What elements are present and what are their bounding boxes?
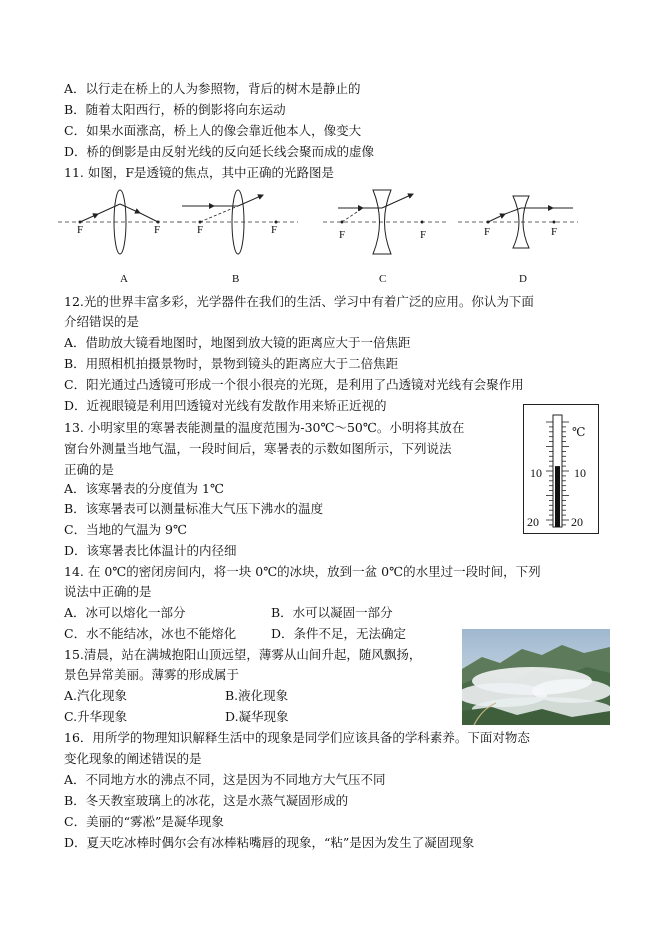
thermometer-tick-label-10-right: 10 <box>574 466 586 480</box>
q13-option-c: C．当地的气温为 9℃ <box>64 522 187 537</box>
q11-diagram-b <box>178 190 298 254</box>
q11-figure-label-c: C <box>379 273 387 285</box>
q11-diagram-a <box>58 190 183 254</box>
thermometer-unit-label: ℃ <box>572 425 586 439</box>
q11-focus-label: F <box>271 224 278 236</box>
q13-option-b: B．该寒暑表可以测量标准大气压下沸水的温度 <box>64 501 324 516</box>
q15-stem-line2: 景色异常美丽。薄雾的形成属于 <box>64 667 240 682</box>
q11-figure-label-b: B <box>232 273 240 285</box>
q10-option-a: A．以行走在桥上的人为参照物，背后的树木是静止的 <box>64 81 361 96</box>
q12-option-c: C．阳光通过凸透镜可形成一个很小很亮的光斑，是利用了凸透镜对光线有会聚作用 <box>64 377 524 392</box>
q15-stem-line1: 15.清晨，站在满城抱阳山顶远望，薄雾从山间升起，随风飘扬， <box>64 647 422 662</box>
q11-focus-label: F <box>77 224 84 236</box>
q10-option-d: D．桥的倒影是由反射光线的反向延长线会聚而成的虚像 <box>64 144 375 159</box>
q16-option-d: D．夏天吃冰棒时偶尔会有冰棒粘嘴唇的现象，“粘”是因为发生了凝固现象 <box>64 835 475 850</box>
q11-diagram-c <box>323 190 448 254</box>
q16-option-b: B．冬天教室玻璃上的冰花，这是水蒸气凝固形成的 <box>64 793 349 808</box>
q15-option-a: A.汽化现象 <box>64 688 128 703</box>
thermometer-tick-label-20-left: 20 <box>527 515 539 529</box>
q14-option-c: C．水不能结冰，冰也不能熔化 <box>64 626 237 641</box>
q11-focus-label: F <box>339 229 346 241</box>
q12-option-a: A．借助放大镜看地图时，地图到放大镜的距离应大于一倍焦距 <box>64 335 411 350</box>
thermometer-tick-label-10-left: 10 <box>530 466 542 480</box>
q13-stem-line1: 13. 小明家里的寒暑表能测量的温度范围为-30℃～50℃。小明将其放在 <box>64 420 465 435</box>
q13-option-d: D．该寒暑表比体温计的内径细 <box>64 543 237 558</box>
q11-diagram-d <box>458 196 578 248</box>
q11-focus-label: F <box>484 226 491 238</box>
q11-focus-label: F <box>154 224 161 236</box>
q12-stem-line1: 12.光的世界丰富多彩，光学器件在我们的生活、学习中有着广泛的应用。你认为下面 <box>64 294 534 309</box>
q14-option-b: B．水可以凝固一部分 <box>271 605 393 620</box>
q11-stem: 11. 如图，F是透镜的焦点，其中正确的光路图是 <box>64 165 335 180</box>
mountain-fog-photo <box>462 629 610 725</box>
q13-stem-line3: 正确的是 <box>64 462 115 477</box>
q12-option-b: B．用照相机拍摄景物时，景物到镜头的距离应大于二倍焦距 <box>64 356 399 371</box>
q14-option-a: A．冰可以熔化一部分 <box>64 605 186 620</box>
q12-stem-line2: 介绍错误的是 <box>64 314 140 329</box>
q15-option-c: C.升华现象 <box>64 709 128 724</box>
q14-stem-line1: 14. 在 0℃的密闭房间内，将一块 0℃的冰块，放到一盆 0℃的水里过一段时间，下列 <box>64 564 541 579</box>
q11-focus-label: F <box>551 226 558 238</box>
q11-figure-label-d: D <box>519 273 527 285</box>
q16-option-c: C．美丽的“雾凇”是凝华现象 <box>64 814 224 829</box>
thermometer-liquid-column <box>555 466 560 527</box>
q13-stem-line2: 窗台外测量当地气温，一段时间后，寒暑表的示数如图所示，下列说法 <box>64 441 452 456</box>
q11-focus-label: F <box>197 224 204 236</box>
q15-option-b: B.液化现象 <box>225 688 289 703</box>
q10-option-c: C．如果水面涨高，桥上人的像会靠近他本人，像变大 <box>64 123 362 138</box>
thermometer-tick-label-20-right: 20 <box>571 515 583 529</box>
q11-figure-label-a: A <box>120 273 128 285</box>
q15-option-d: D.凝华现象 <box>225 709 289 724</box>
q13-option-a: A．该寒暑表的分度值为 1℃ <box>64 481 224 496</box>
q16-stem-line2: 变化现象的阐述错误的是 <box>64 751 202 766</box>
q10-option-b: B．随着太阳西行，桥的倒影将向东运动 <box>64 102 286 117</box>
q11-focus-label: F <box>420 229 427 241</box>
q14-stem-line2: 说法中正确的是 <box>64 584 152 599</box>
q16-stem-line1: 16．用所学的物理知识解释生活中的现象是同学们应该具备的学科素养。下面对物态 <box>64 730 530 745</box>
q11-lens-diagrams <box>58 186 598 258</box>
q14-option-d: D．条件不足，无法确定 <box>271 626 407 641</box>
q12-option-d: D．近视眼镜是利用凹透镜对光线有发散作用来矫正近视的 <box>64 398 387 413</box>
q16-option-a: A．不同地方水的沸点不同，这是因为不同地方大气压不同 <box>64 772 386 787</box>
